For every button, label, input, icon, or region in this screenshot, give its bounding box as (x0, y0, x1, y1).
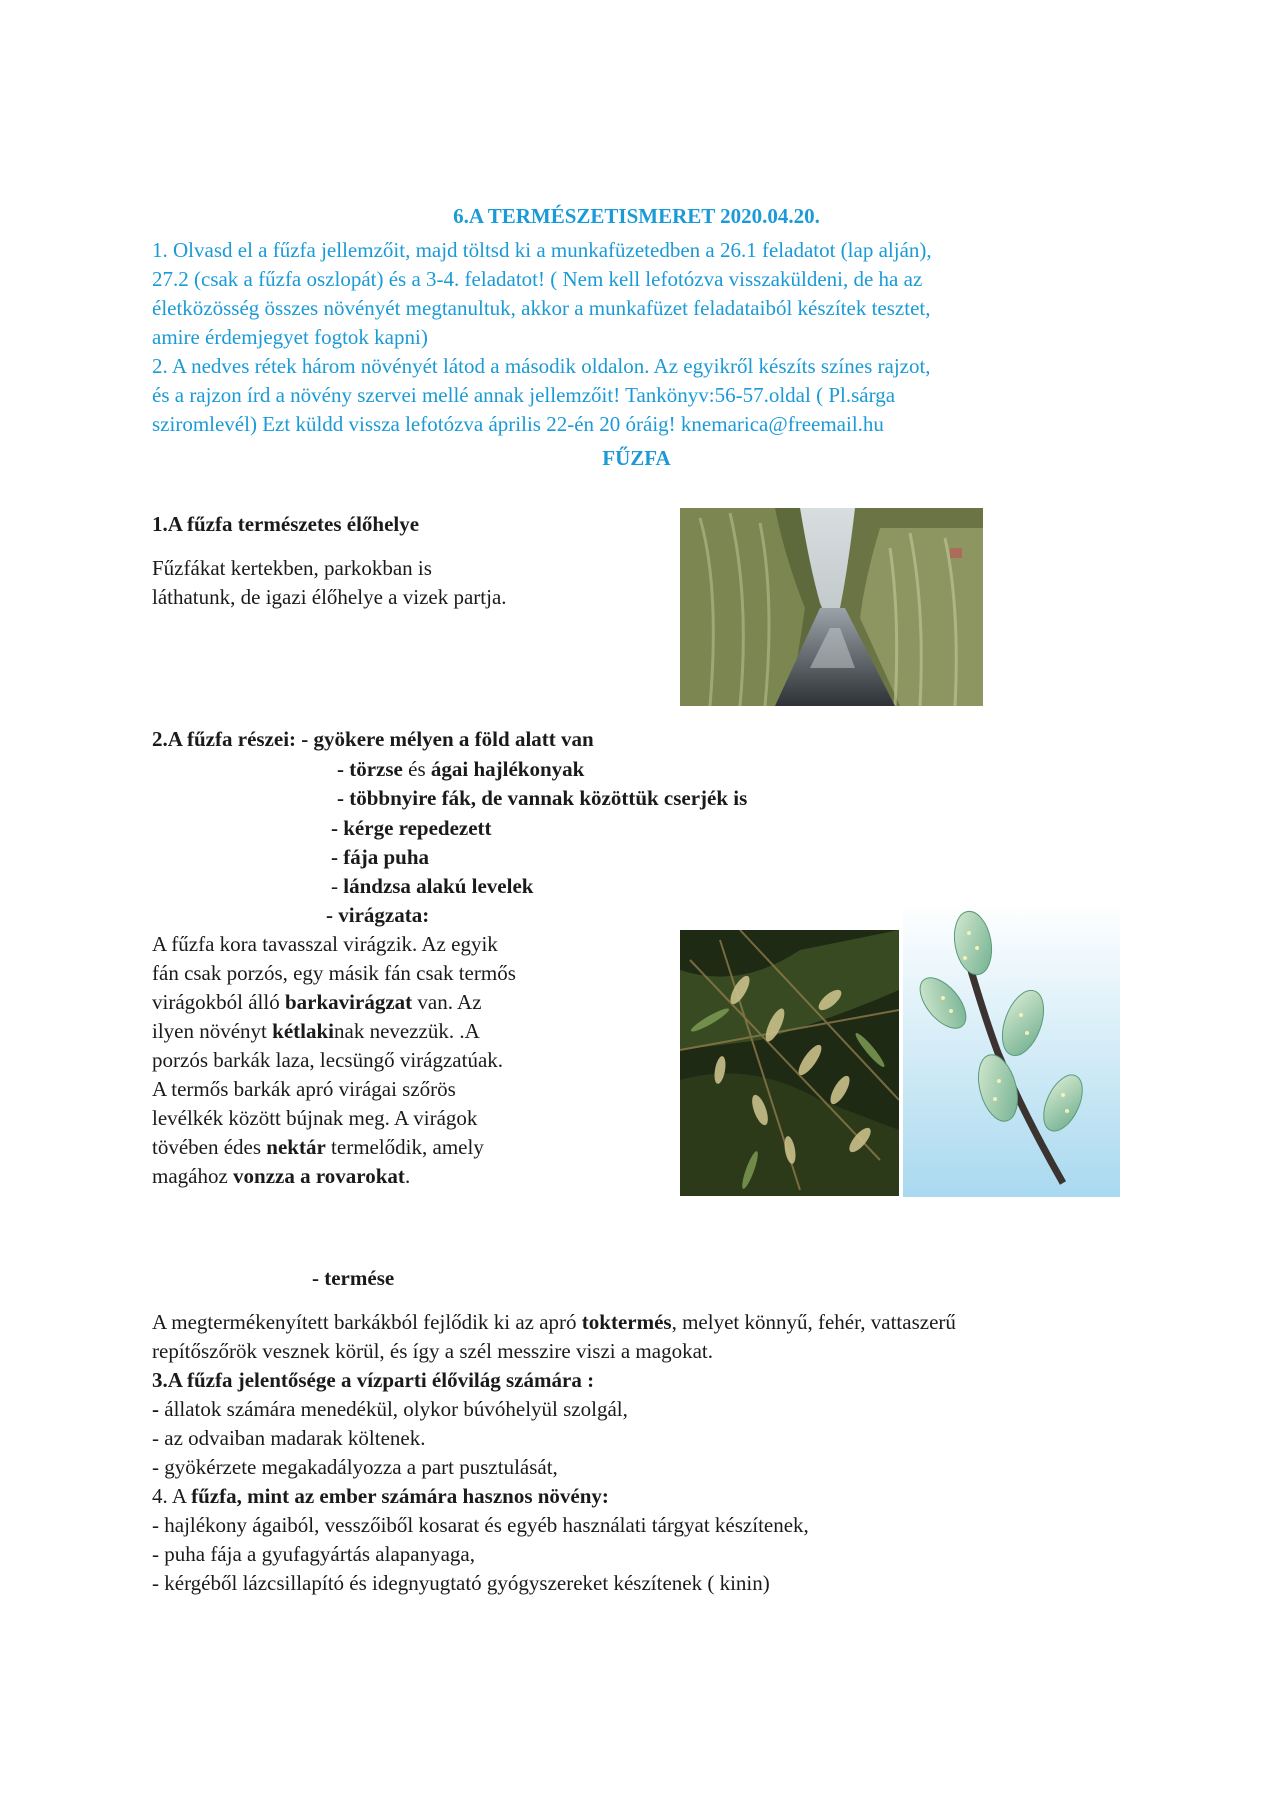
list-item: - kérgéből lázcsillapító és idegnyugtató gyógyszereket készítenek ( kinin) (152, 1571, 770, 1595)
instruction-line: amire érdemjegyet fogtok kapni) (152, 325, 428, 349)
text-line (152, 1133, 516, 1162)
instructions (152, 236, 1132, 439)
part-leaves: lándzsa alakú levelek (343, 874, 534, 898)
text-span: A megtermékenyített barkákból fejlődik ki az apró (152, 1310, 582, 1334)
instruction-line: 2. A nedves rétek három növényét látod a második oldalon. Az egyikről készíts színes rajzot, (152, 354, 931, 378)
text-line: láthatunk, de igazi élőhelye a vizek partja. (152, 585, 507, 609)
bullet-dash: - (152, 1397, 165, 1421)
instruction-line: életközösség összes növényét megtanultuk, akkor a munkafüzet feladataiból készítek tesztet, (152, 296, 931, 320)
bold-term: barkavirágzat (284, 990, 413, 1014)
list-item: - hajlékony ágaiból, vesszőiből kosarat és egyéb használati tárgyat készítenek, (152, 1513, 809, 1537)
willow-river-photo (680, 508, 983, 706)
section1-heading: 1.A fűzfa természetes élőhelye (152, 512, 420, 536)
text-span: állatok számára menedékül, olykor búvóhelyül szolgál, (164, 1397, 628, 1421)
text-line: repítőszőrök vesznek körül, és így a szél messzire viszi a magokat. (152, 1339, 713, 1363)
section2-heading: 2.A fűzfa részei: (152, 727, 297, 751)
section4-heading (152, 1482, 809, 1511)
bold-term: kétlaki (272, 1019, 334, 1043)
text-line: A termős barkák apró virágai szőrös (152, 1077, 456, 1101)
part-branches: ágai hajlékonyak (430, 757, 585, 781)
part-shrubs: - többnyire fák, de vannak közöttük cserjék is (337, 786, 748, 810)
text-span: virágokból álló (152, 990, 285, 1014)
part-bark: - kérge repedezett (331, 816, 492, 840)
list-item: - gyökérzete megakadályozza a part pusztulását, (152, 1455, 558, 1479)
section3-heading: 3.A fűzfa jelentősége a vízparti élővilág számára : (152, 1368, 595, 1392)
bold-term: fűzfa, mint az ember számára hasznos növény: (191, 1484, 609, 1508)
section1-text (152, 554, 507, 612)
section2-heading-row (152, 725, 594, 754)
text-span: tövében édes (152, 1135, 267, 1159)
text-span: , melyet könnyű, fehér, vattaszerű (671, 1310, 956, 1334)
list-item (152, 1395, 628, 1424)
part-trunk-row (337, 755, 584, 784)
part-trunk: - törzse (337, 757, 403, 781)
text-span: van. Az (412, 990, 482, 1014)
part-dash: - (331, 874, 344, 898)
list-item: - az odvaiban madarak költenek. (152, 1426, 426, 1450)
bold-term: nektár (266, 1135, 326, 1159)
part-root: - gyökere mélyen a föld alatt van (301, 727, 594, 751)
part-wood: - fája puha (331, 845, 430, 869)
part-leaves-row (331, 872, 533, 901)
fruit-paragraph (152, 1308, 956, 1366)
text-line (152, 1017, 516, 1046)
willow-catkin-photo (680, 930, 899, 1196)
text-line: porzós barkák laza, lecsüngő virágzatúak. (152, 1048, 504, 1072)
text-span: . (404, 1164, 411, 1188)
text-line (152, 1308, 956, 1337)
text-line: levélkék között bújnak meg. A virágok (152, 1106, 478, 1130)
text-span: ilyen növényt (152, 1019, 273, 1043)
bold-term: vonzza a rovarokat (233, 1164, 405, 1188)
text-line: A fűzfa kora tavasszal virágzik. Az egyik (152, 932, 498, 956)
section3 (152, 1366, 628, 1482)
section4 (152, 1482, 809, 1598)
fruit-heading: - termése (312, 1266, 395, 1290)
section-subtitle: FŰZFA (602, 446, 671, 470)
text-span: magához (152, 1164, 234, 1188)
text-line (152, 1162, 516, 1191)
text-line: fán csak porzós, egy másik fán csak termős (152, 961, 516, 985)
text-line (152, 988, 516, 1017)
page-title: 6.A TERMÉSZETISMERET 2020.04.20. (453, 204, 820, 228)
list-item: - puha fája a gyufagyártás alapanyaga, (152, 1542, 475, 1566)
bold-term: toktermés (581, 1310, 672, 1334)
part-conjunction: és (408, 757, 426, 781)
text-span: nak nevezzük. .A (334, 1019, 480, 1043)
text-span: termelődik, amely (325, 1135, 484, 1159)
text-line: Fűzfákat kertekben, parkokban is (152, 556, 432, 580)
instruction-line: sziromlevél) Ezt küldd vissza lefotózva április 22-én 20 óráig! knemarica@freemail.hu (152, 412, 884, 436)
part-inflorescence: - virágzata: (326, 903, 430, 927)
catkin-illustration (903, 903, 1120, 1197)
instruction-line: 1. Olvasd el a fűzfa jellemzőit, majd töltsd ki a munkafüzetedben a 26.1 feladatot (lap alján), (152, 238, 932, 262)
text-span: 4. A (152, 1484, 192, 1508)
instruction-line: és a rajzon írd a növény szervei mellé annak jellemzőit! Tankönyv:56-57.oldal ( Pl.sárga (152, 383, 896, 407)
instruction-line: 27.2 (csak a fűzfa oszlopát) és a 3-4. feladatot! ( Nem kell lefotózva visszaküldeni, de ha az (152, 267, 923, 291)
flower-paragraph (152, 930, 516, 1191)
